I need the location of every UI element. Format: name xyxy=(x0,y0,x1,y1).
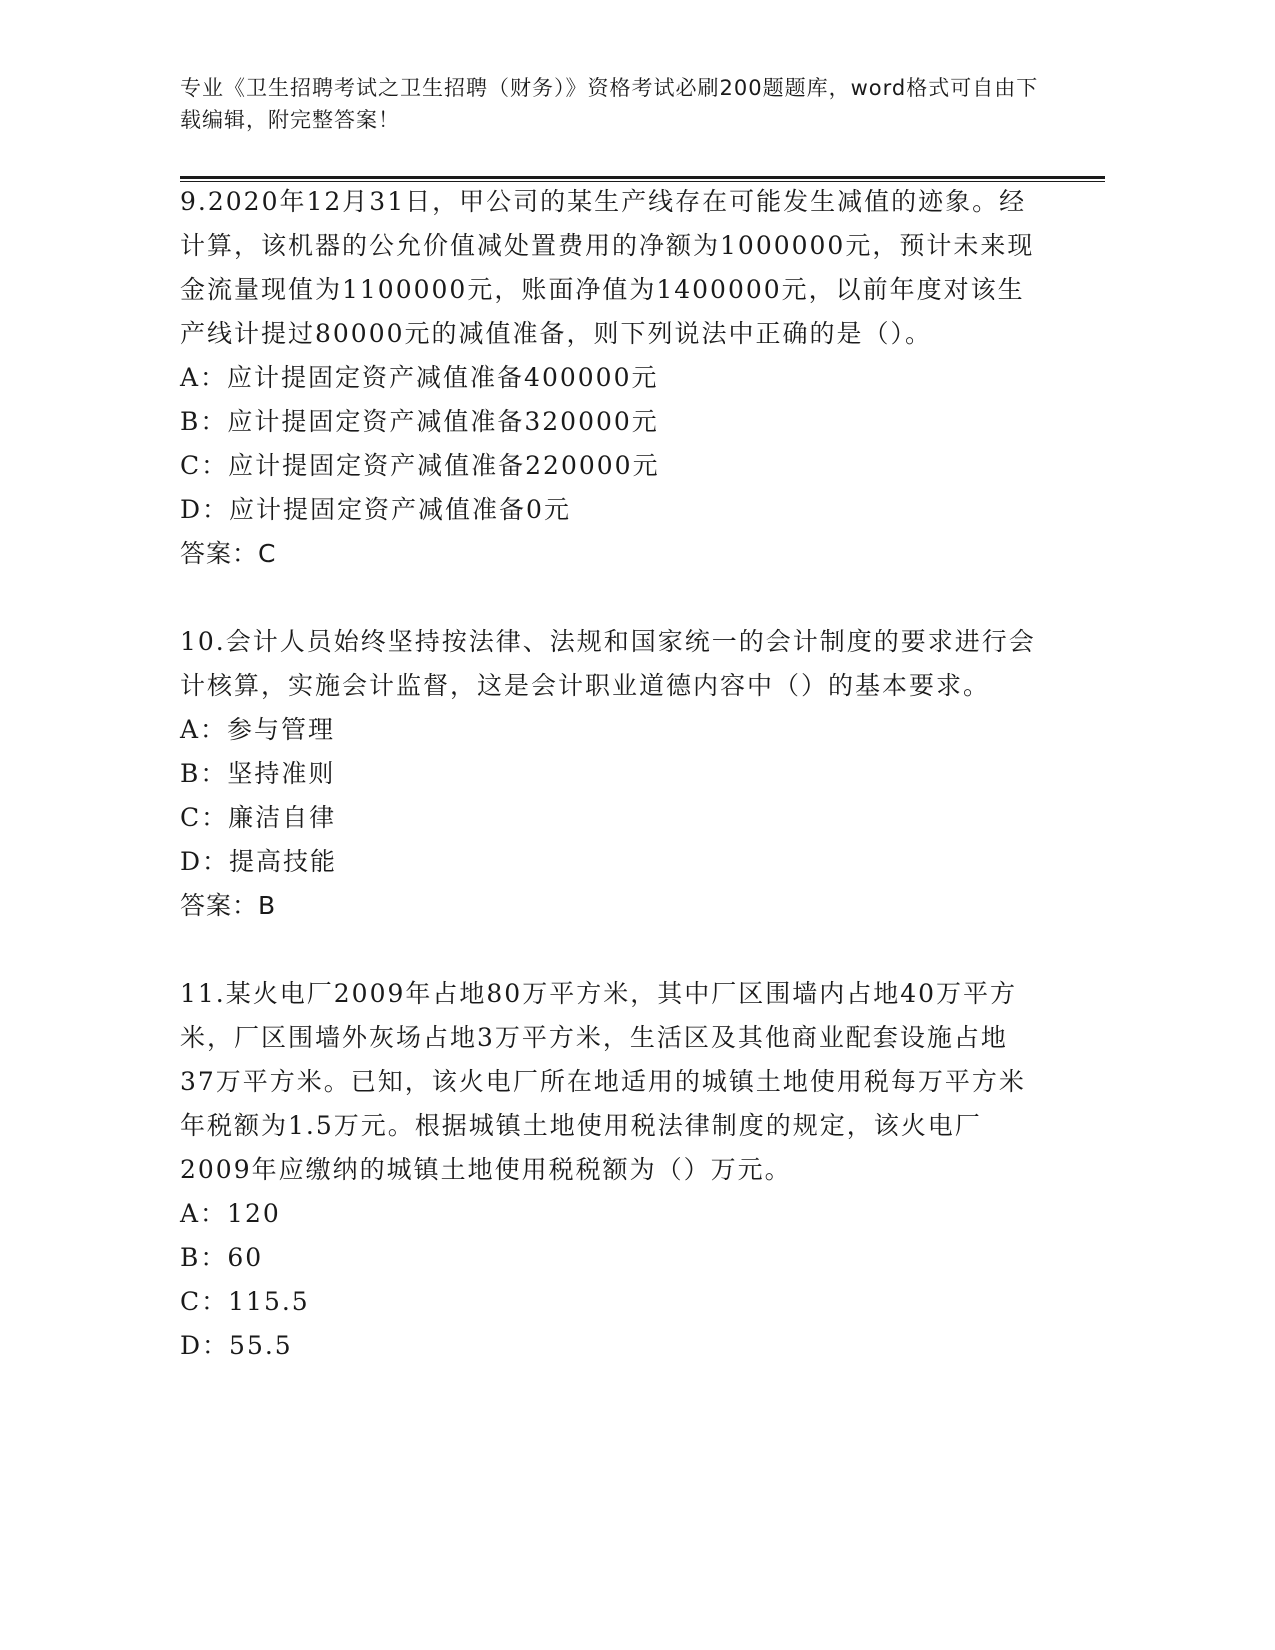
question-text: 9.2020年12月31日，甲公司的某生产线存在可能发生减值的迹象。经计算，该机器的公允价值减处置费用的净额为1000000元，预计未来现金流量现值为1100000元，账面净值为1400000元，以前年度对该生产线计提过80000元的减值准备，则下列说法中正确的是（）。 xyxy=(180,187,1035,348)
option-a: A：120 xyxy=(180,1199,281,1228)
option-c: C：廉洁自律 xyxy=(180,803,337,832)
spacer xyxy=(180,576,1040,620)
question-text: 11.某火电厂2009年占地80万平方米，其中厂区围墙内占地40万平方米，厂区围墙外灰场占地3万平方米，生活区及其他商业配套设施占地37万平方米。已知，该火电厂所在地适用的城镇土地使用税每万平方米年税额为1.5万元。根据城镇土地使用税法律制度的规定，该火电厂2009年应缴纳的城镇土地使用税税额为（）万元。 xyxy=(180,979,1026,1184)
question-10 xyxy=(180,620,1040,928)
answer: 答案：C xyxy=(180,539,277,568)
question-list xyxy=(180,180,1040,1368)
option-a: A：参与管理 xyxy=(180,715,336,744)
document-title: 专业《卫生招聘考试之卫生招聘（财务）》资格考试必刷200题题库，word格式可自由下载编辑，附完整答案！ xyxy=(180,76,1039,132)
question-9 xyxy=(180,180,1040,576)
header-divider-thick xyxy=(180,176,1105,179)
option-b: B：坚持准则 xyxy=(180,759,336,788)
answer: 答案：B xyxy=(180,891,277,920)
question-text: 10.会计人员始终坚持按法律、法规和国家统一的会计制度的要求进行会计核算，实施会计监督，这是会计职业道德内容中（）的基本要求。 xyxy=(180,627,1036,700)
option-c: C：115.5 xyxy=(180,1287,310,1316)
option-d: D：55.5 xyxy=(180,1331,293,1360)
option-c: C：应计提固定资产减值准备220000元 xyxy=(180,451,660,480)
document-header xyxy=(180,72,1060,136)
option-d: D：提高技能 xyxy=(180,847,338,876)
spacer xyxy=(180,928,1040,972)
option-b: B：应计提固定资产减值准备320000元 xyxy=(180,407,659,436)
question-11 xyxy=(180,972,1040,1368)
option-d: D：应计提固定资产减值准备0元 xyxy=(180,495,571,524)
option-a: A：应计提固定资产减值准备400000元 xyxy=(180,363,659,392)
option-b: B：60 xyxy=(180,1243,264,1272)
